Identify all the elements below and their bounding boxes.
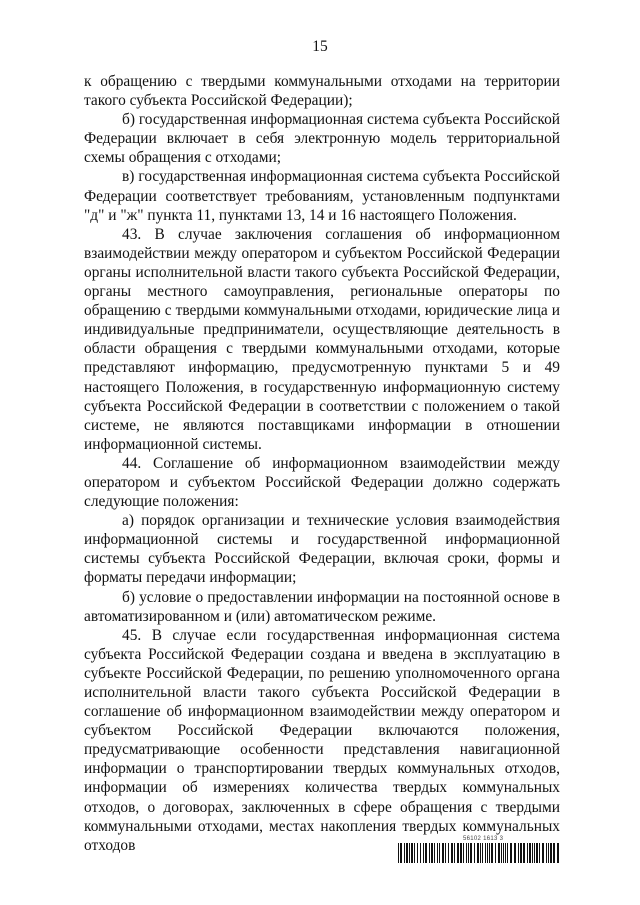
paragraph-continuation: к обращению с твердыми коммунальными отходами на территории такого субъекта Российской Федерации); bbox=[84, 73, 560, 110]
paragraph-subitem-b-2: б) условие о предоставлении информации на постоянной основе в автоматизированном и (или) автоматическом режиме. bbox=[84, 588, 560, 625]
paragraph-clause-45: 45. В случае если государственная информационная система субъекта Российской Федерации создана и введена в эксплуатацию в субъекте Российской Федерации, по решению уполномоченного органа исполнительной власти такого субъекта Российской Федерации в соглашение об информационном взаимодействии между оператором и субъектом Российской Федерации включаются положения, предусматривающие особенности представления навигационной информации о транспортировании твердых коммунальных отходов, информации об измерениях количества твердых коммунальных отходов, о договорах, заключенных в сфере обращения с твердыми коммунальными отходами, местах накопления твердых коммунальных отходов bbox=[84, 626, 560, 854]
paragraph-clause-43: 43. В случае заключения соглашения об информационном взаимодействии между оператором и субъектом Российской Федерации органы исполнительной власти такого субъекта Российской Федерации, органы местного самоуправления, региональные операторы по обращению с твердыми коммунальными отходами, юридические лица и индивидуальные предприниматели, осуществляющие деятельность в области обращения с твердыми коммунальными отходами, которые представляют информацию, предусмотренную пунктами 5 и 49 настоящего Положения, в государственную информационную систему субъекта Российской Федерации в соответствии с положением о такой системе, не являются поставщиками информации в отношении информационной системы. bbox=[84, 225, 560, 453]
paragraph-subitem-b: б) государственная информационная система субъекта Российской Федерации включает в себя электронную модель территориальной схемы обращения с отходами; bbox=[84, 111, 560, 167]
page-number: 15 bbox=[312, 38, 328, 55]
paragraph-subitem-v: в) государственная информационная система субъекта Российской Федерации соответствует требованиям, установленным подпунктами "д" и "ж" пункта 11, пунктами 13, 14 и 16 настоящего Положения. bbox=[84, 168, 560, 224]
document-body bbox=[84, 72, 560, 855]
paragraph-subitem-a: а) порядок организации и технические условия взаимодействия информационной системы и государственной информационной системы субъекта Российской Федерации, включая сроки, формы и форматы передачи информации; bbox=[84, 512, 560, 587]
barcode-caption: 56102 1613 3 bbox=[463, 836, 504, 842]
paragraph-clause-44: 44. Соглашение об информационном взаимодействии между оператором и субъектом Российской Федерации должно содержать следующие положения: bbox=[84, 454, 560, 511]
barcode-icon bbox=[398, 843, 560, 863]
